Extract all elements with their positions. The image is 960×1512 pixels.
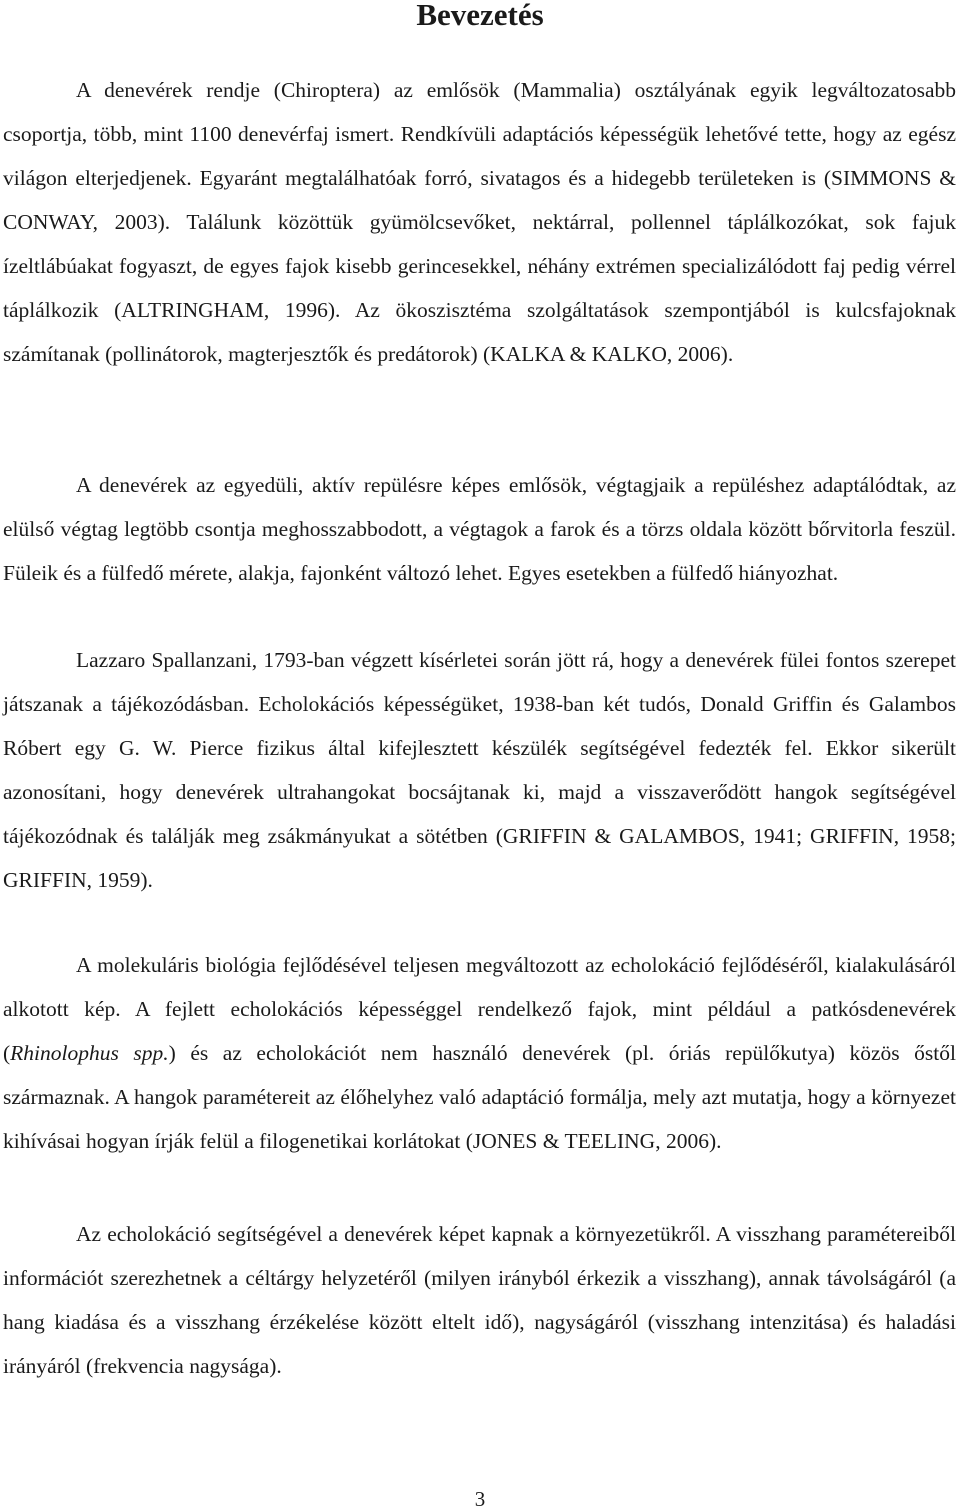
paragraph-echo-information: Az echolokáció segítségével a denevérek képet kapnak a környezetükről. A visszhang paramétereiből információt szerezhetnek a céltárgy helyzetéről (milyen irányból érkezik a visszhang), annak távolságáról (a hang kiadása és a visszhang érzékelése között eltelt idő), nagyságáról (visszhang intenzitása) és haladási irányáról (frekvencia nagysága).	[3, 1222, 956, 1378]
paragraph-intro: A denevérek rendje (Chiroptera) az emlősök (Mammalia) osztályának egyik legváltozatosabb csoportja, több, mint 1100 denevérfaj ismert. Rendkívüli adaptációs képességük lehetővé tette, hogy az egész világon elterjedjenek. Egyaránt megtalálhatóak forró, sivatagos és a hidegebb területeken is (SIMMONS & CONWAY, 2003). Találunk közöttük gyümölcsevőket, nektárral, pollennel táplálkozókat, sok fajuk ízeltlábúakat fogyaszt, de egyes fajok kisebb gerincesekkel, néhány extrémen specializálódott faj pedig vérrel táplálkozik (ALTRINGHAM, 1996). Az ökoszisztéma szolgáltatások szempontjából is kulcsfajoknak számítanak (pollinátorok, magterjesztők és predátorok) (KALKA & KALKO, 2006).	[3, 78, 956, 366]
species-name-italic: Rhinolophus spp.	[10, 1041, 169, 1065]
paragraph-flight-adaptation: A denevérek az egyedüli, aktív repülésre képes emlősök, végtagjaik a repüléshez adaptálódtak, az elülső végtag legtöbb csontja meghosszabbodott, a végtagok a farok és a törzs oldala között bőrvitorla feszül. Füleik és a fülfedő mérete, alakja, fajonként változó lehet. Egyes esetekben a fülfedő hiányozhat.	[3, 473, 956, 585]
page-title: Bevezetés	[416, 0, 544, 32]
page-number: 3	[474, 1487, 486, 1511]
paragraph-echolocation-history: Lazzaro Spallanzani, 1793-ban végzett kísérletei során jött rá, hogy a denevérek fülei fontos szerepet játszanak a tájékozódásban. Echolokációs képességüket, 1938-ban két tudós, Donald Griffin és Galambos Róbert egy G. W. Pierce fizikus által kifejlesztett készülék segítségével fedezték fel. Ekkor sikerült azonosítani, hogy denevérek ultrahangokat bocsájtanak ki, majd a visszaverődött hangok segítségével tájékozódnak és találják meg zsákmányukat a sötétben (GRIFFIN & GALAMBOS, 1941; GRIFFIN, 1958; GRIFFIN, 1959).	[3, 648, 956, 892]
paragraph-molecular-biology	[3, 943, 956, 1163]
paragraph-text-before-italic: A molekuláris biológia fejlődésével teljesen megváltozott az echolokáció fejlődéséről, kialakulásáról alkotott kép. A fejlett echolokációs képességgel rendelkező fajok, mint például a patkósdenevérek (	[3, 953, 956, 1065]
paragraph-text-after-italic: ) és az echolokációt nem használó denevérek (pl. óriás repülőkutya) közös őstől származnak. A hangok paramétereit az élőhelyhez való adaptáció formálja, mely azt mutatja, hogy a környezet kihívásai hogyan írják felül a filogenetikai korlátokat (JONES & TEELING, 2006).	[3, 1041, 956, 1153]
